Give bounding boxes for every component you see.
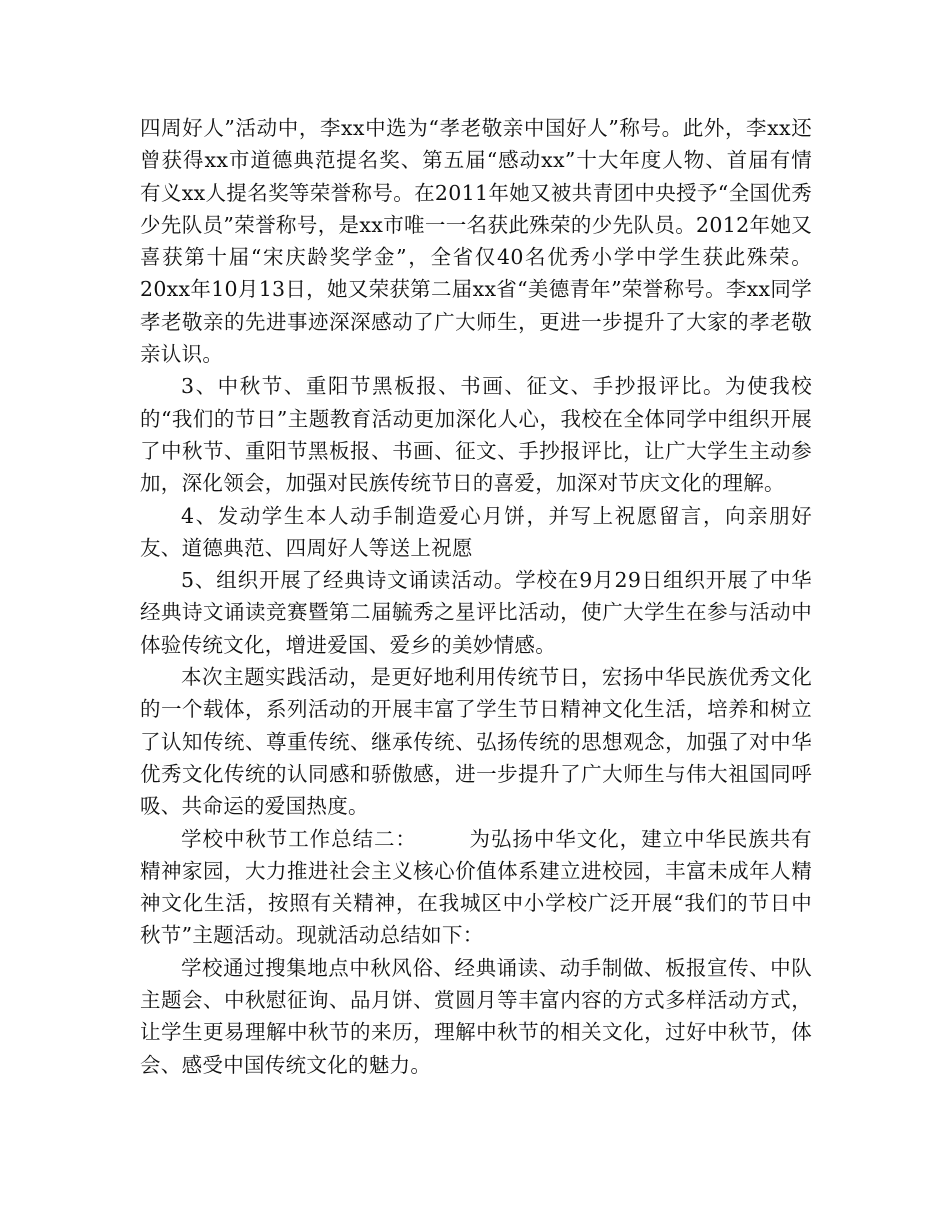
document-body	[140, 112, 812, 1081]
paragraph-7: 学校通过搜集地点中秋风俗、经典诵读、动手制做、板报宣传、中队主题会、中秋慰征询、品月饼、赏圆月等丰富内容的方式多样活动方式，让学生更易理解中秋节的来历，理解中秋节的相关文化，过好中秋节，体会、感受中国传统文化的魅力。	[140, 955, 812, 1077]
paragraph-6-text: 为弘扬中华文化，建立中华民族共有精神家园，大力推进社会主义核心价值体系建立进校园，丰富未成年人精神文化生活，按照有关精神，在我城区中小学校广泛开展“我们的节日中秋节”主题活动。现就活动总结如下：	[140, 826, 812, 948]
paragraph-6	[140, 823, 812, 952]
paragraph-3: 4、发动学生本人动手制造爱心月饼，并写上祝愿留言，向亲朋好友、道德典范、四周好人等送上祝愿	[140, 503, 812, 560]
paragraph-1: 四周好人”活动中，李xx中选为“孝老敬亲中国好人”称号。此外，李xx还曾获得xx市道德典范提名奖、第五届“感动xx”十大年度人物、首届有情有义xx人提名奖等荣誉称号。在2011年她又被共青团中央授予“全国优秀少先队员”荣誉称号，是xx市唯一一名获此殊荣的少先队员。2012年她又喜获第十届“宋庆龄奖学金”，全省仅40名优秀小学中学生获此殊荣。20xx年10月13日，她又荣获第二届xx省“美德青年”荣誉称号。李xx同学孝老敬亲的先进事迹深深感动了广大师生，更进一步提升了大家的孝老敬亲认识。	[140, 116, 812, 367]
paragraph-5: 本次主题实践活动，是更好地利用传统节日，宏扬中华民族优秀文化的一个载体，系列活动的开展丰富了学生节日精神文化生活，培养和树立了认知传统、尊重传统、继承传统、弘扬传统的思想观念，加强了对中华优秀文化传统的认同感和骄傲感，进一步提升了广大师生与伟大祖国同呼吸、共命运的爱国热度。	[140, 665, 812, 819]
section-heading: 学校中秋节工作总结二：	[181, 826, 417, 851]
paragraph-4: 5、组织开展了经典诗文诵读活动。学校在9月29日组织开展了中华经典诗文诵读竞赛暨第二届毓秀之星评比活动，使广大学生在参与活动中体验传统文化，增进爱国、爱乡的美妙情感。	[140, 568, 812, 657]
paragraph-2: 3、中秋节、重阳节黑板报、书画、征文、手抄报评比。为使我校的“我们的节日”主题教育活动更加深化人心，我校在全体同学中组织开展了中秋节、重阳节黑板报、书画、征文、手抄报评比，让广大学生主动参加，深化领会，加强对民族传统节日的喜爱，加深对节庆文化的理解。	[140, 374, 812, 496]
